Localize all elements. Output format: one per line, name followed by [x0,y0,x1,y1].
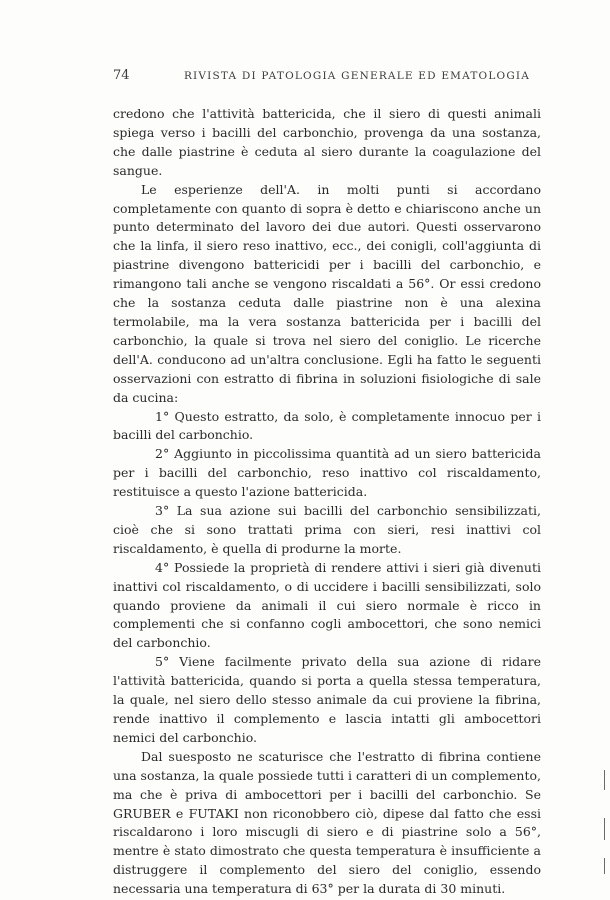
numbered-observation: 5° Viene facilmente privato della sua azione di ridare l'attività battericida, quando si porta a quella stessa temperatura, la quale, nel siero dello stesso animale da cui proviene la fibrina, rende inattivo il complemento e lascia intatti gli ambocettori nemici del carbonchio. [113,654,541,745]
numbered-observation: 4° Possiede la proprietà di rendere attivi i sieri già divenuti inattivi col riscaldamento, o di uccidere i bacilli sensibilizzati, solo quando proviene da animali il cui siero normale è ricco in complementi che si confanno cogli ambocettori, che sono nemici del carbonchio. [113,559,541,651]
body-text [113,105,541,899]
paragraph: Dal suesposto ne scaturisce che l'estratto di fibrina contiene una sostanza, la quale possiede tutti i caratteri di un complemento, ma che è priva di ambocettori per i bacilli del carbonchio. Se GRUBER e FUTAKI non riconobbero ciò, dipese dal fatto che essi riscaldarono i loro miscugli di siero e di piastrine solo a 56°, mentre è stato dimostrato che questa temperatura è insufficiente a distruggere il complemento del siero del coniglio, essendo necessaria una temperatura di 63° per la durata di 30 minuti. [113,748,541,897]
running-head: RIVISTA DI PATOLOGIA GENERALE ED EMATOLOGIA [183,70,531,82]
scan-edge-mark [604,818,605,840]
page-header [113,68,541,84]
paragraph: credono che l'attività battericida, che il siero di questi animali spiega verso i bacilli del carbonchio, provenga da una sostanza, che dalle piastrine è ceduta al siero durante la coagulazione del sangue. [113,106,541,178]
scan-edge-mark [604,858,605,874]
page-number: 74 [113,68,130,83]
paragraph: Le esperienze dell'A. in molti punti si accordano completamente con quanto di sopra è detto e chiariscono anche un punto determinato del lavoro dei due autori. Questi osservarono che la linfa, il siero reso inattivo, ecc., dei conigli, coll'aggiunta di piastrine divengono battericidi per i bacilli del carbonchio, e rimangono tali anche se vengono riscaldati a 56°. Or essi credono che la sostanza ceduta dalle piastrine non è una alexina termolabile, ma la vera sostanza battericida per i bacilli del carbonchio, la quale si trova nel siero del coniglio. Le ricerche dell'A. conducono ad un'altra conclusione. Egli ha fatto le seguenti osservazioni con estratto di fibrina in soluzioni fisiologiche di sale da cucina: [113,181,541,405]
scan-edge-mark [604,770,605,790]
numbered-observation: 1° Questo estratto, da solo, è completamente innocuo per i bacilli del carbonchio. [113,408,541,443]
numbered-observation: 2° Aggiunto in piccolissima quantità ad un siero battericida per i bacilli del carbonchio, reso inattivo col riscaldamento, restituisce a questo l'azione battericida. [113,446,541,500]
numbered-observation: 3° La sua azione sui bacilli del carbonchio sensibilizzati, cioè che si sono trattati prima con sieri, resi inattivi col riscaldamento, è quella di produrne la morte. [113,503,541,556]
